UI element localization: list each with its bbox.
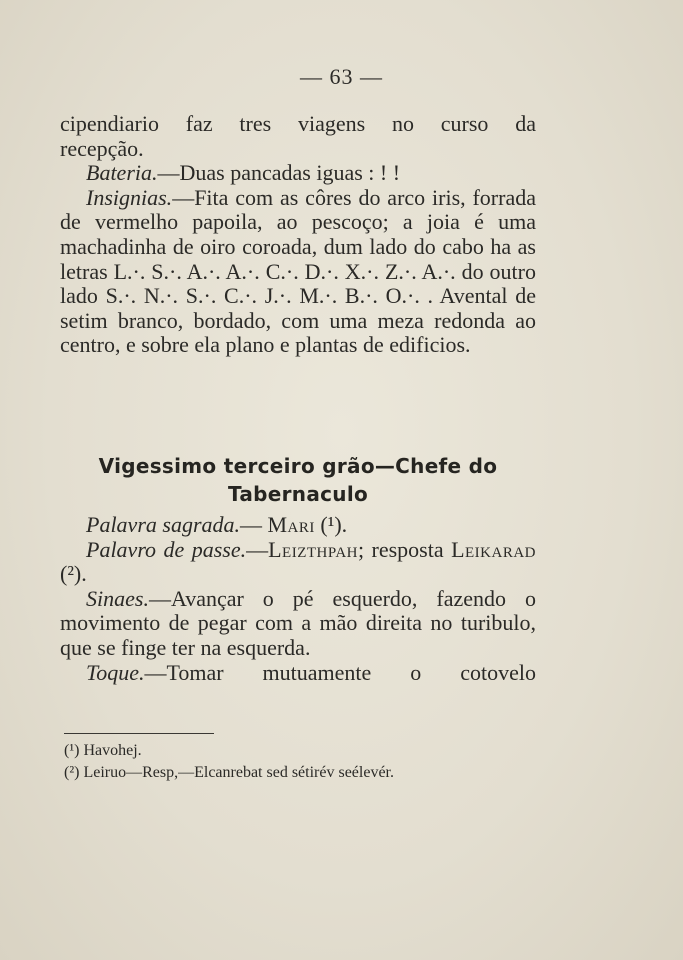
bateria-paragraph xyxy=(60,161,536,186)
sinaes-paragraph xyxy=(60,587,536,661)
text-line: recepção. xyxy=(60,135,144,161)
footnote-mark: (²) xyxy=(64,764,80,781)
toque-text: —Tomar mutuamente o cotovelo xyxy=(144,659,536,685)
toque-label: Toque. xyxy=(86,659,145,685)
palavro-passe-value: Leizthpah xyxy=(268,536,358,562)
body-section-1 xyxy=(60,112,536,358)
footnote-2 xyxy=(64,762,534,784)
footnotes xyxy=(64,740,534,784)
bateria-text: —Duas pancadas iguas : ! ! xyxy=(157,160,401,186)
palavro-passe-sep: — xyxy=(246,536,269,562)
footnote-divider xyxy=(64,733,214,734)
palavra-sagrada-sep: — xyxy=(240,512,268,537)
palavra-sagrada-paragraph xyxy=(60,513,536,538)
toque-paragraph xyxy=(60,661,536,686)
footnote-ref-1: (¹). xyxy=(320,512,348,537)
palavro-passe-paragraph xyxy=(60,538,536,587)
page-number: — 63 — xyxy=(300,64,383,89)
bateria-label: Bateria. xyxy=(86,160,158,186)
section-heading xyxy=(60,452,536,508)
text-line: cipendiario faz tres viagens no curso da xyxy=(60,111,536,136)
palavro-passe-mid: ; resposta xyxy=(357,536,444,562)
insignias-label: Insignias. xyxy=(86,184,173,210)
palavro-passe-label: Palavro de passe. xyxy=(86,536,247,562)
footnote-ref-2: (²). xyxy=(60,561,87,587)
body-section-2 xyxy=(60,513,536,685)
footnote-text: Havohej. xyxy=(83,742,142,759)
palavra-sagrada-value: Mari xyxy=(267,512,315,537)
heading-line-2: Tabernaculo xyxy=(227,482,369,506)
insignias-text: —Fita com as côres do arco iris, forrada de vermelho papoila, ao pescoço; a joia é uma machadinha de oiro coroada, dum lado do cabo ha as letras L.·. S.·. A.·. A.·. C.·. D.·. X.·. Z.·. A.·. do outro lado S.·. N.·. S.·. C.·. J.·. M.·. B.·. O.·. . Avental de setim branco, bordado, com uma meza redonda ao centro, e sobre ela plano e plantas de edificios. xyxy=(60,184,536,358)
resposta-value: Leikarad xyxy=(451,536,536,562)
sinaes-label: Sinaes. xyxy=(86,585,149,611)
footnote-text: Leiruo—Resp,—Elcanrebat sed sétirév seélevér. xyxy=(83,764,394,781)
insignias-paragraph xyxy=(60,186,536,358)
palavra-sagrada-label: Palavra sagrada. xyxy=(86,512,240,537)
sinaes-text: —Avançar o pé esquerdo, fazendo o movimento de pegar com a mão direita no turibulo, que se finge ter na esquerda. xyxy=(60,585,536,660)
heading-line-1: Vigessimo terceiro grão—Chefe do xyxy=(98,454,498,478)
footnote-1 xyxy=(64,740,534,762)
footnote-mark: (¹) xyxy=(64,742,80,759)
